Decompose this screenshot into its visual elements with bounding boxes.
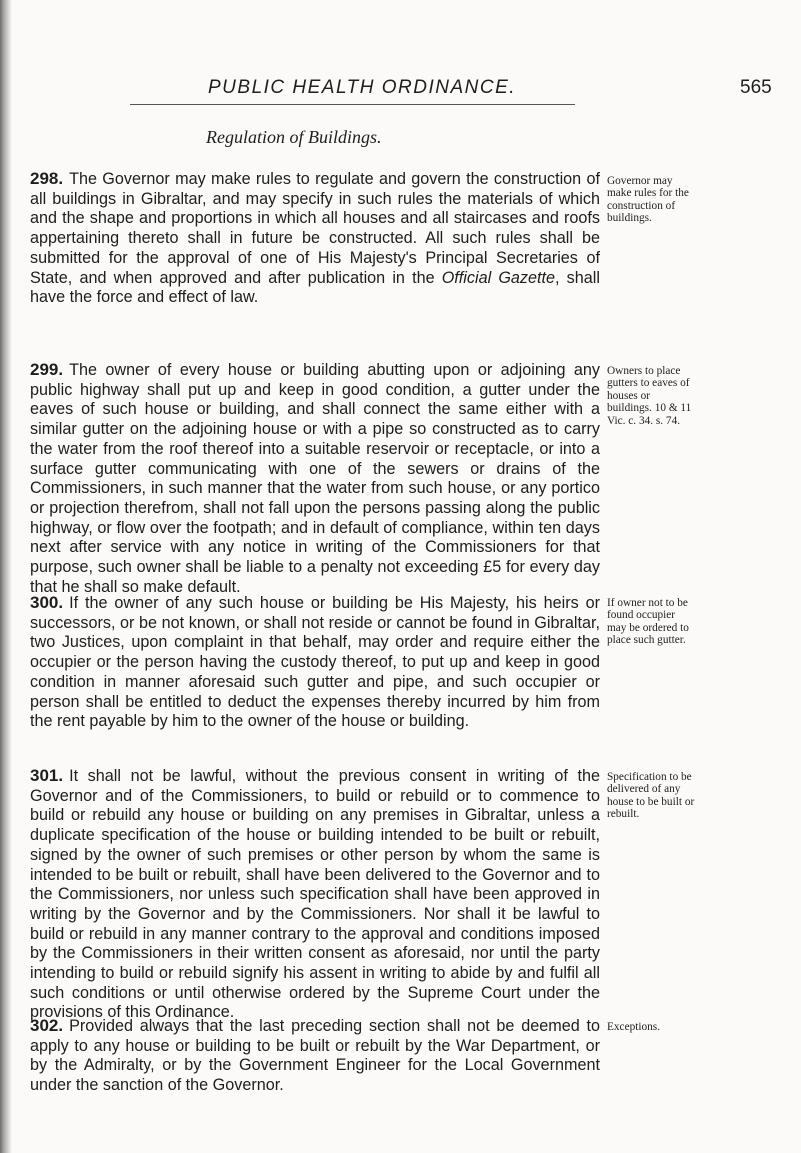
section-text: If the owner of any such house or building be His Majesty, his heirs or successors, or be not known, or shall not reside or cannot be found in Gibraltar, two Justices, upon complaint in that behalf, may order and require either the occupier or the person having the custody thereof, to put up and keep in good condition in manner aforesaid such gutter and pipe, and such occupier or person shall be entitled to deduct the expenses thereby incurred by him from the rent payable by him to the owner of the house or building.: [30, 594, 600, 731]
section-number: 302.: [30, 1016, 64, 1035]
section-paragraph: [30, 593, 600, 732]
section-number: 298.: [30, 169, 64, 188]
section-299: [30, 360, 600, 597]
margin-note-301: Specification to be delivered of any house to be built or rebuilt.: [607, 771, 695, 821]
section-number: 299.: [30, 360, 64, 379]
section-number: 300.: [30, 593, 64, 612]
margin-note-302: Exceptions.: [607, 1021, 661, 1033]
gazette-title: Official Gazette: [441, 268, 556, 287]
section-300: [30, 593, 600, 732]
margin-note-299: Owners to place gutters to eaves of houses or buildings. 10 & 11 Vic. c. 34. s. 74.: [607, 365, 692, 427]
section-text: The Governor may make rules to regulate and govern the construction of all buildings in Gibraltar, and may specify in such rules the materials of which and the shape and proportions in which all houses and all staircases and roofs appertaining thereto shall in future be constructed. All such rules shall be submitted for the approval of one of His Majesty's Principal Secretaries of State, and when approved and after publication in the: [30, 170, 600, 287]
section-paragraph: [30, 360, 600, 597]
section-302: [30, 1016, 600, 1096]
section-text: It shall not be lawful, without the previous consent in writing of the Governor and of the Commissioners, to build or rebuild or to commence to build or rebuild any house or building on any premises in Gibraltar, unless a duplicate specification of the house or building intended to be built or rebuilt, signed by the owner of such premises or other person by whom the same is intended to be built or rebuilt, shall have been delivered to the Governor and to the Commissioners, nor unless such specification shall have been approved in writing by the Governor and by the Commissioners. Nor shall it be lawful to build or rebuild in any manner contrary to the approval and conditions imposed by the Commissioners in their written consent as aforesaid, nor until the party intending to build or rebuild signify his assent in writing to abide by and fulfil all such conditions or until otherwise ordered by the Supreme Court under the provisions of this Ordinance.: [30, 767, 600, 1022]
margin-note-298: Governor may make rules for the construction of buildings.: [607, 175, 689, 225]
page-number: 565: [740, 77, 772, 98]
section-301: [30, 766, 600, 1023]
running-title: PUBLIC HEALTH ORDINANCE.: [208, 77, 517, 98]
page-binding-edge: [0, 0, 12, 1153]
section-heading: Regulation of Buildings.: [206, 127, 382, 147]
page-header: [0, 77, 801, 107]
margin-note-300: If owner not to be found occupier may be ordered to place such gutter.: [607, 597, 689, 647]
section-paragraph: [30, 766, 600, 1023]
section-paragraph: [30, 1016, 600, 1096]
header-rule: [130, 104, 575, 105]
section-number: 301.: [30, 766, 64, 785]
section-text: The owner of every house or building abutting upon or adjoining any public highway shall put up and keep in good condition, a gutter under the eaves of such house or building, and shall connect the same either with a similar gutter on the adjoining house or with a pipe so constructed as to carry the water from the roof thereof into a suitable reservoir or receptacle, or into a surface gutter communicating with one of the sewers or drains of the Commissioners, in such manner that the water from such house, or any portico or projection therefrom, shall not fall upon the persons passing along the public highway, or flow over the footpath; and in default of compliance, within ten days next after service with any notice in writing of the Commissioners for that purpose, such owner shall be liable to a penalty not exceeding £5 for every day that he shall so make default.: [30, 361, 600, 596]
section-text-continued: , shall have the force and effect of law.: [30, 268, 600, 307]
section-text: Provided always that the last preceding section shall not be deemed to apply to any house or building to be built or rebuilt by the War Department, or by the Admiralty, or by the Government Engineer for the Local Government under the sanction of the Governor.: [30, 1017, 600, 1095]
section-298: [30, 169, 600, 308]
section-paragraph: [30, 169, 600, 308]
